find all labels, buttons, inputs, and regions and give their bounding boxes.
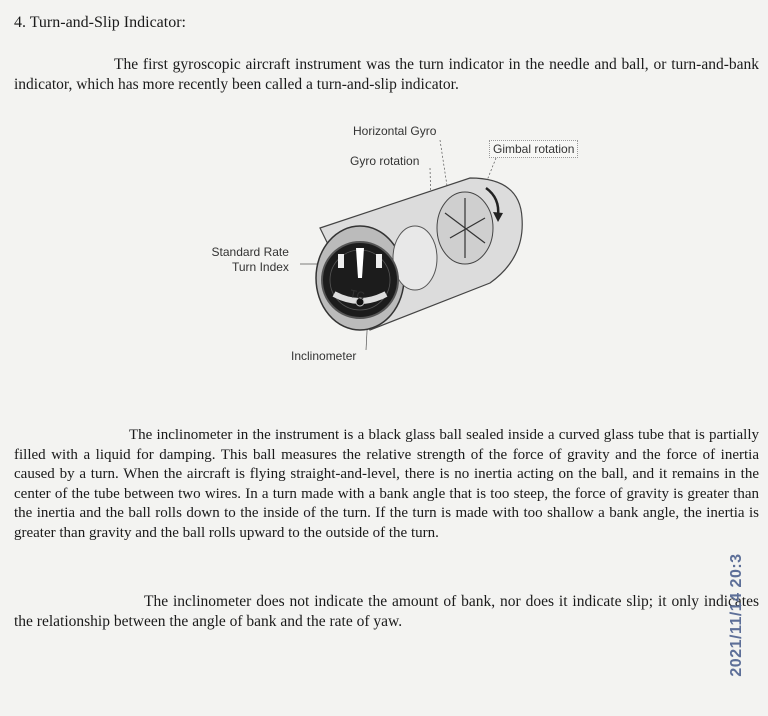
section-heading: 4. Turn-and-Slip Indicator: [14, 14, 186, 31]
label-standard-rate-line2: Turn Index [232, 260, 289, 274]
label-horizontal-gyro: Horizontal Gyro [353, 124, 437, 138]
paragraph-intro-text: The first gyroscopic aircraft instrument was the turn indicator in the needle and ball, or turn-and-bank indicator, which has more recently been called a turn-and-slip indicator. [14, 56, 759, 93]
turn-slip-indicator-figure [200, 118, 600, 368]
label-standard-rate-turn-index [208, 245, 289, 275]
paragraph-conclusion [14, 592, 759, 632]
paragraph-inclinometer-text: The inclinometer in the instrument is a black glass ball sealed inside a curved glass tube that is partially filled with a liquid for damping. This ball measures the relative strength of the force of gravity and the force of inertia caused by a turn. When the aircraft is flying straight-and-level, there is no inertia acting on the ball, and it remains in the center of the tube between two wires. In a turn made with a bank angle that is too steep, the force of gravity is greater than the inertia and the ball rolls down to the inside of the turn. If the turn is made with too shallow a bank angle, the inertia is greater than gravity and the ball rolls upward to the outside of the turn. [14, 427, 759, 541]
label-inclinometer: Inclinometer [291, 349, 357, 363]
dial-tc-text: TC [348, 288, 366, 303]
paragraph-conclusion-text: The inclinometer does not indicate the amount of bank, nor does it indicate slip; it only indicates the relationship between the angle of bank and the rate of yaw. [14, 593, 759, 630]
label-standard-rate-line1: Standard Rate [211, 245, 289, 259]
date-stamp [722, 540, 752, 690]
label-gyro-rotation: Gyro rotation [350, 154, 420, 168]
paragraph-intro [14, 55, 759, 95]
label-gimbal-rotation: Gimbal rotation [489, 140, 578, 158]
date-stamp-text: 2021/11/14 20:3 [728, 553, 745, 677]
paragraph-inclinometer [14, 426, 759, 543]
